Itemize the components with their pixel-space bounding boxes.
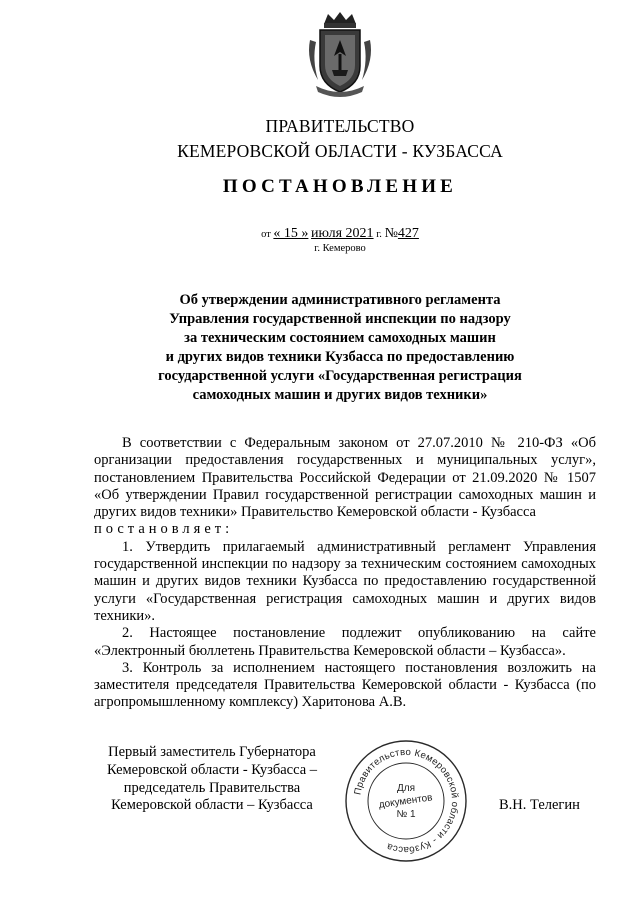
stamp-center-line3: № 1 bbox=[396, 809, 416, 820]
heading-line: Управления государственной инспекции по надзору bbox=[169, 311, 511, 327]
signatory-name: В.Н. Телегин bbox=[499, 797, 580, 813]
date-line bbox=[0, 226, 640, 242]
official-stamp bbox=[342, 737, 470, 865]
decree-word: постановляет: bbox=[94, 521, 234, 538]
date-month-year: июля 2021 bbox=[311, 226, 374, 241]
date-day: « 15 » bbox=[273, 226, 309, 241]
decree-item: 3. Контроль за исполнением настоящего постановления возложить на заместителя председателя Правительства Кемеровской области - Кузбасса (по агропромышленному комплексу) Харитонова А.В. bbox=[94, 659, 596, 711]
document-type-title: ПОСТАНОВЛЕНИЕ bbox=[222, 176, 458, 197]
signatory-position bbox=[94, 744, 330, 815]
document-number: 427 bbox=[397, 226, 419, 241]
heading-line: за техническим состоянием самоходных машин bbox=[184, 330, 496, 346]
document-body bbox=[94, 435, 596, 712]
heading-line: Об утверждении административного регламента bbox=[179, 292, 501, 308]
government-title-line1: ПРАВИТЕЛЬСТВО bbox=[265, 116, 415, 136]
stamp-center-line1: Для bbox=[396, 783, 416, 794]
decree-item: 2. Настоящее постановление подлежит опубликованию на сайте «Электронный бюллетень Правительства Кемеровской области – Кузбасса». bbox=[94, 625, 596, 659]
heading-line: самоходных машин и других видов техники» bbox=[192, 387, 488, 403]
number-prefix: № bbox=[384, 226, 398, 241]
heading-line: государственной услуги «Государственная регистрация bbox=[158, 368, 522, 384]
date-year-suffix: г. bbox=[376, 229, 382, 240]
document-heading bbox=[120, 291, 560, 405]
city-label: г. Кемерово bbox=[314, 243, 366, 254]
heading-line: и других видов техники Кузбасса по предоставлению bbox=[165, 349, 515, 365]
kuzbass-coat-of-arms-icon bbox=[302, 10, 378, 98]
date-from-label: от bbox=[261, 229, 271, 240]
decree-item: 1. Утвердить прилагаемый административный регламент Управления государственной инспекции по надзору за техническим состоянием самоходных машин и других видов техники Кузбасса по предоставлению государственной услуги «Государственная регистрация самоходных машин и других видов техники». bbox=[94, 538, 596, 624]
stamp-center-line2: документов bbox=[378, 792, 434, 811]
position-line: Кемеровской области – Кузбасса bbox=[111, 797, 313, 814]
stamp-ring-text: Правительство Кемеровской области - Кузбасса bbox=[352, 746, 461, 856]
position-line: Первый заместитель Губернатора bbox=[108, 744, 316, 760]
position-line: Кемеровской области - Кузбасса – bbox=[106, 761, 318, 778]
preamble-paragraph: В соответствии с Федеральным законом от 27.07.2010 № 210-ФЗ «Об организации предоставления государственных и муниципальных услуг», постановлением Правительства Российской Федерации от 21.09.2020 № 1507 «Об утверждении Правил государственной регистрации самоходных машин и других видов техники» Правительство Кемеровской области - Кузбасса bbox=[94, 435, 596, 521]
position-line: председатель Правительства bbox=[123, 779, 301, 796]
government-title-line2: КЕМЕРОВСКОЙ ОБЛАСТИ - КУЗБАССА bbox=[177, 141, 503, 161]
